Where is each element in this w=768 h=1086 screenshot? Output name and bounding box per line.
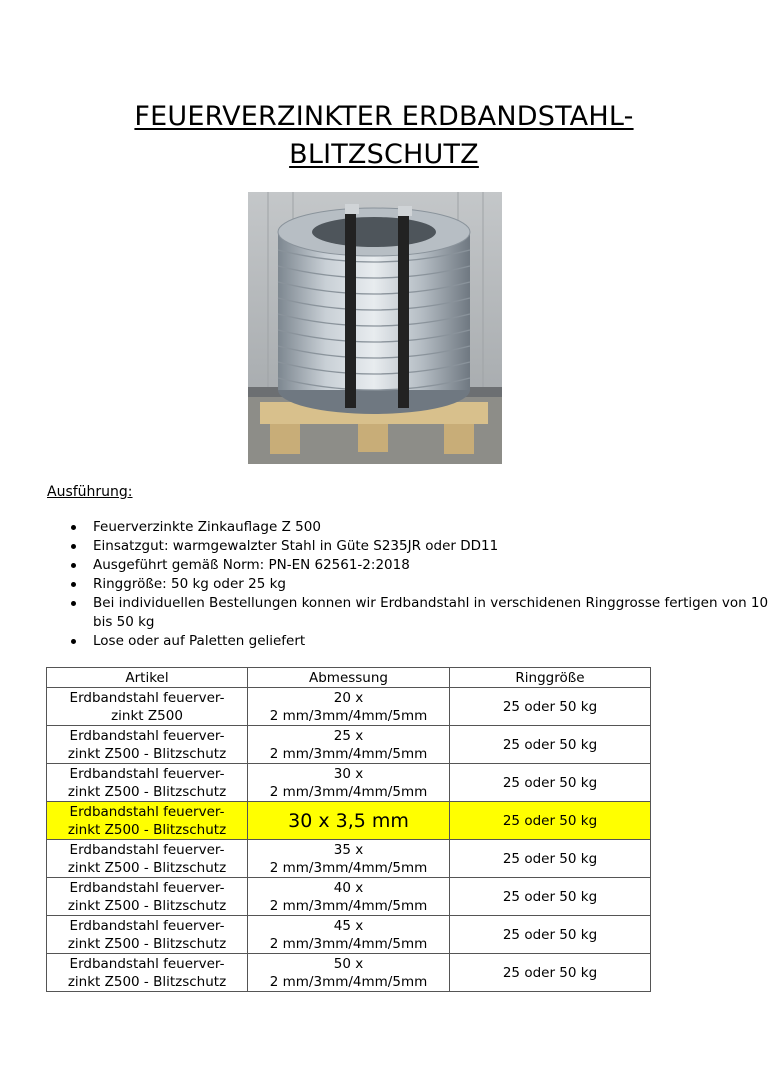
artikel-line: zinkt Z500 - Blitzschutz: [67, 897, 227, 914]
abmessung-line: 50 x: [333, 955, 364, 972]
abmessung-line: 2 mm/3mm/4mm/5mm: [269, 783, 428, 800]
cell-artikel: [47, 764, 248, 802]
abmessung-line: 35 x: [333, 841, 364, 858]
artikel-line: Erdbandstahl feuerver-: [69, 955, 225, 972]
cell-ringgroesse: 25 oder 50 kg: [450, 688, 651, 726]
abmessung-line: 2 mm/3mm/4mm/5mm: [269, 859, 428, 876]
list-item: Ringgröße: 50 kg oder 25 kg: [93, 575, 768, 594]
table-row: [47, 878, 651, 916]
table-row-highlighted: [47, 802, 651, 840]
cell-artikel: [47, 954, 248, 992]
abmessung-line: 25 x: [333, 727, 364, 744]
product-spec-table: [46, 667, 651, 992]
abmessung-line: 2 mm/3mm/4mm/5mm: [269, 707, 428, 724]
table-row: [47, 954, 651, 992]
cell-abmessung: [248, 688, 450, 726]
list-item: Lose oder auf Paletten geliefert: [93, 632, 768, 651]
table-row: [47, 688, 651, 726]
page-title-line2: BLITZSCHUTZ: [289, 139, 479, 170]
steel-coil-illustration: [248, 192, 502, 464]
cell-ringgroesse: 25 oder 50 kg: [450, 764, 651, 802]
abmessung-line: 2 mm/3mm/4mm/5mm: [269, 973, 428, 990]
cell-ringgroesse: 25 oder 50 kg: [450, 878, 651, 916]
cell-abmessung: [248, 726, 450, 764]
artikel-line: zinkt Z500 - Blitzschutz: [67, 935, 227, 952]
abmessung-line: 40 x: [333, 879, 364, 896]
product-photo-steel-coil: [248, 192, 502, 464]
cell-abmessung: [248, 764, 450, 802]
cell-abmessung: [248, 878, 450, 916]
feature-list: [47, 518, 768, 651]
list-item: Ausgeführt gemäß Norm: PN-EN 62561-2:2018: [93, 556, 768, 575]
cell-abmessung: [248, 916, 450, 954]
artikel-line: zinkt Z500 - Blitzschutz: [67, 821, 227, 838]
table-row: [47, 764, 651, 802]
list-item: Feuerverzinkte Zinkauflage Z 500: [93, 518, 768, 537]
abmessung-line: 2 mm/3mm/4mm/5mm: [269, 935, 428, 952]
abmessung-line: 2 mm/3mm/4mm/5mm: [269, 897, 428, 914]
cell-artikel: [47, 840, 248, 878]
artikel-line: zinkt Z500 - Blitzschutz: [67, 859, 227, 876]
artikel-line: Erdbandstahl feuerver-: [69, 765, 225, 782]
abmessung-line: 20 x: [333, 689, 364, 706]
artikel-line: Erdbandstahl feuerver-: [69, 917, 225, 934]
abmessung-line: 45 x: [333, 917, 364, 934]
table-header-row: [47, 668, 651, 688]
cell-ringgroesse: 25 oder 50 kg: [450, 726, 651, 764]
table-row: [47, 840, 651, 878]
abmessung-line: 2 mm/3mm/4mm/5mm: [269, 745, 428, 762]
page-title: [0, 98, 768, 174]
cell-artikel: [47, 916, 248, 954]
list-item: Bei individuellen Bestellungen konnen wir Erdbandstahl in verschidenen Ringgrosse fertigen von 10 bis 50 kg: [93, 594, 768, 632]
cell-ringgroesse: 25 oder 50 kg: [450, 802, 651, 840]
cell-ringgroesse: 25 oder 50 kg: [450, 840, 651, 878]
column-header-abmessung: Abmessung: [248, 668, 450, 688]
artikel-line: zinkt Z500 - Blitzschutz: [67, 745, 227, 762]
section-label-ausfuehrung: Ausführung:: [47, 484, 133, 500]
cell-abmessung: [248, 954, 450, 992]
column-header-artikel: Artikel: [47, 668, 248, 688]
artikel-line: Erdbandstahl feuerver-: [69, 803, 225, 820]
cell-artikel: [47, 688, 248, 726]
cell-ringgroesse: 25 oder 50 kg: [450, 954, 651, 992]
list-item: Einsatzgut: warmgewalzter Stahl in Güte S235JR oder DD11: [93, 537, 768, 556]
table-row: [47, 916, 651, 954]
cell-artikel: [47, 726, 248, 764]
abmessung-line: 30 x: [333, 765, 364, 782]
cell-abmessung: [248, 840, 450, 878]
artikel-line: Erdbandstahl feuerver-: [69, 879, 225, 896]
table-row: [47, 726, 651, 764]
artikel-line: Erdbandstahl feuerver-: [69, 689, 225, 706]
column-header-ringgroesse: Ringgröße: [450, 668, 651, 688]
artikel-line: Erdbandstahl feuerver-: [69, 841, 225, 858]
cell-artikel: [47, 802, 248, 840]
cell-artikel: [47, 878, 248, 916]
artikel-line: zinkt Z500 - Blitzschutz: [67, 783, 227, 800]
cell-abmessung: 30 x 3,5 mm: [248, 802, 450, 840]
page-title-line1: FEUERVERZINKTER ERDBANDSTAHL-: [134, 101, 634, 132]
artikel-line: zinkt Z500 - Blitzschutz: [67, 973, 227, 990]
artikel-line: zinkt Z500: [111, 707, 183, 724]
artikel-line: Erdbandstahl feuerver-: [69, 727, 225, 744]
cell-ringgroesse: 25 oder 50 kg: [450, 916, 651, 954]
